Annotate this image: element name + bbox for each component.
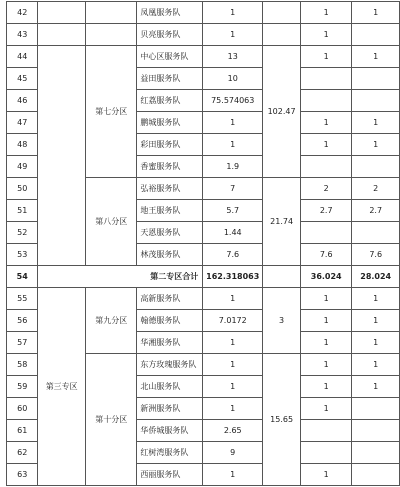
value-d: 7.6	[352, 244, 400, 266]
value-d: 1	[352, 310, 400, 332]
group-total-cell	[263, 24, 301, 46]
value-a: 7.0172	[203, 310, 263, 332]
value-d: 1	[352, 354, 400, 376]
table-row	[7, 2, 400, 24]
row-number: 46	[7, 90, 38, 112]
value-c: 1	[301, 288, 352, 310]
row-number: 45	[7, 68, 38, 90]
unit-name: 翰德服务队	[137, 310, 203, 332]
unit-name: 中心区服务队	[137, 46, 203, 68]
row-number: 61	[7, 420, 38, 442]
unit-name: 地王服务队	[137, 200, 203, 222]
value-d	[352, 24, 400, 46]
unit-name: 天恩服务队	[137, 222, 203, 244]
value-d: 1	[352, 2, 400, 24]
row-number: 55	[7, 288, 38, 310]
row-number: 60	[7, 398, 38, 420]
zone-cell	[38, 2, 86, 24]
unit-name: 红树湾服务队	[137, 442, 203, 464]
unit-name: 凤凰服务队	[137, 2, 203, 24]
value-c: 1	[301, 310, 352, 332]
row-number: 48	[7, 134, 38, 156]
unit-name: 弘裕服务队	[137, 178, 203, 200]
value-c	[301, 420, 352, 442]
value-d: 1	[352, 288, 400, 310]
subtotal-empty-cell	[263, 266, 301, 288]
unit-name: 鹏城服务队	[137, 112, 203, 134]
row-number: 63	[7, 464, 38, 486]
row-number: 52	[7, 222, 38, 244]
row-number: 43	[7, 24, 38, 46]
value-c	[301, 156, 352, 178]
value-a: 75.574063	[203, 90, 263, 112]
subtotal-label: 第二专区合计	[38, 266, 203, 288]
branch-total: 102.47	[263, 46, 301, 178]
value-a: 1	[203, 464, 263, 486]
subtotal-value-a: 162.318063	[203, 266, 263, 288]
value-a: 1	[203, 354, 263, 376]
unit-name: 西丽服务队	[137, 464, 203, 486]
branch-name: 第七分区	[85, 46, 136, 178]
value-d: 2	[352, 178, 400, 200]
value-d: 1	[352, 134, 400, 156]
row-number: 57	[7, 332, 38, 354]
group-total-cell	[263, 2, 301, 24]
row-number: 44	[7, 46, 38, 68]
unit-name: 益田服务队	[137, 68, 203, 90]
value-a: 7	[203, 178, 263, 200]
row-number: 51	[7, 200, 38, 222]
branch-name: 第八分区	[85, 178, 136, 266]
row-number: 58	[7, 354, 38, 376]
value-d: 1	[352, 332, 400, 354]
unit-name: 香蜜服务队	[137, 156, 203, 178]
value-d	[352, 68, 400, 90]
value-d: 1	[352, 46, 400, 68]
value-c: 1	[301, 398, 352, 420]
value-c	[301, 68, 352, 90]
value-c	[301, 222, 352, 244]
value-c: 1	[301, 24, 352, 46]
unit-name: 红荔服务队	[137, 90, 203, 112]
unit-name: 林茂服务队	[137, 244, 203, 266]
subtotal-value-d: 28.024	[352, 266, 400, 288]
value-a: 1	[203, 398, 263, 420]
value-c: 1	[301, 134, 352, 156]
value-d	[352, 398, 400, 420]
value-a: 9	[203, 442, 263, 464]
branch-cell	[85, 24, 136, 46]
subtotal-value-c: 36.024	[301, 266, 352, 288]
value-c	[301, 442, 352, 464]
zone-name: 第三专区	[38, 288, 86, 486]
value-c: 1	[301, 332, 352, 354]
value-d	[352, 464, 400, 486]
value-d: 2.7	[352, 200, 400, 222]
value-a: 1	[203, 134, 263, 156]
value-a: 1	[203, 24, 263, 46]
value-d	[352, 442, 400, 464]
branch-name: 第十分区	[85, 354, 136, 486]
value-d: 1	[352, 376, 400, 398]
value-c: 7.6	[301, 244, 352, 266]
value-a: 1	[203, 288, 263, 310]
value-c: 1	[301, 464, 352, 486]
branch-total: 15.65	[263, 354, 301, 486]
value-a: 2.65	[203, 420, 263, 442]
row-number: 53	[7, 244, 38, 266]
value-c: 1	[301, 354, 352, 376]
unit-name: 北山服务队	[137, 376, 203, 398]
row-number: 49	[7, 156, 38, 178]
allocation-table	[6, 1, 400, 486]
value-c: 1	[301, 112, 352, 134]
branch-name: 第九分区	[85, 288, 136, 354]
value-a: 1.9	[203, 156, 263, 178]
unit-name: 高新服务队	[137, 288, 203, 310]
unit-name: 东方玫瑰服务队	[137, 354, 203, 376]
row-number: 50	[7, 178, 38, 200]
zone-cell	[38, 24, 86, 46]
row-number: 56	[7, 310, 38, 332]
value-a: 1	[203, 376, 263, 398]
value-a: 5.7	[203, 200, 263, 222]
value-c: 1	[301, 2, 352, 24]
value-c: 2	[301, 178, 352, 200]
value-a: 1	[203, 112, 263, 134]
unit-name: 新洲服务队	[137, 398, 203, 420]
table-row	[7, 288, 400, 310]
value-c: 1	[301, 46, 352, 68]
row-number: 42	[7, 2, 38, 24]
row-number: 47	[7, 112, 38, 134]
subtotal-row	[7, 266, 400, 288]
value-d	[352, 156, 400, 178]
value-a: 1.44	[203, 222, 263, 244]
value-d	[352, 90, 400, 112]
table-row	[7, 46, 400, 68]
unit-name: 贝亮服务队	[137, 24, 203, 46]
value-a: 7.6	[203, 244, 263, 266]
unit-name: 华侨城服务队	[137, 420, 203, 442]
value-c: 2.7	[301, 200, 352, 222]
table-row	[7, 24, 400, 46]
unit-name: 华湘服务队	[137, 332, 203, 354]
unit-name: 彩田服务队	[137, 134, 203, 156]
zone-cell	[38, 46, 86, 266]
value-d	[352, 420, 400, 442]
value-a: 1	[203, 332, 263, 354]
value-c: 1	[301, 376, 352, 398]
branch-total: 21.74	[263, 178, 301, 266]
value-c	[301, 90, 352, 112]
value-a: 10	[203, 68, 263, 90]
row-number: 59	[7, 376, 38, 398]
value-d	[352, 222, 400, 244]
branch-total: 3	[263, 288, 301, 354]
row-number: 62	[7, 442, 38, 464]
row-number: 54	[7, 266, 38, 288]
branch-cell	[85, 2, 136, 24]
value-a: 13	[203, 46, 263, 68]
value-d: 1	[352, 112, 400, 134]
value-a: 1	[203, 2, 263, 24]
